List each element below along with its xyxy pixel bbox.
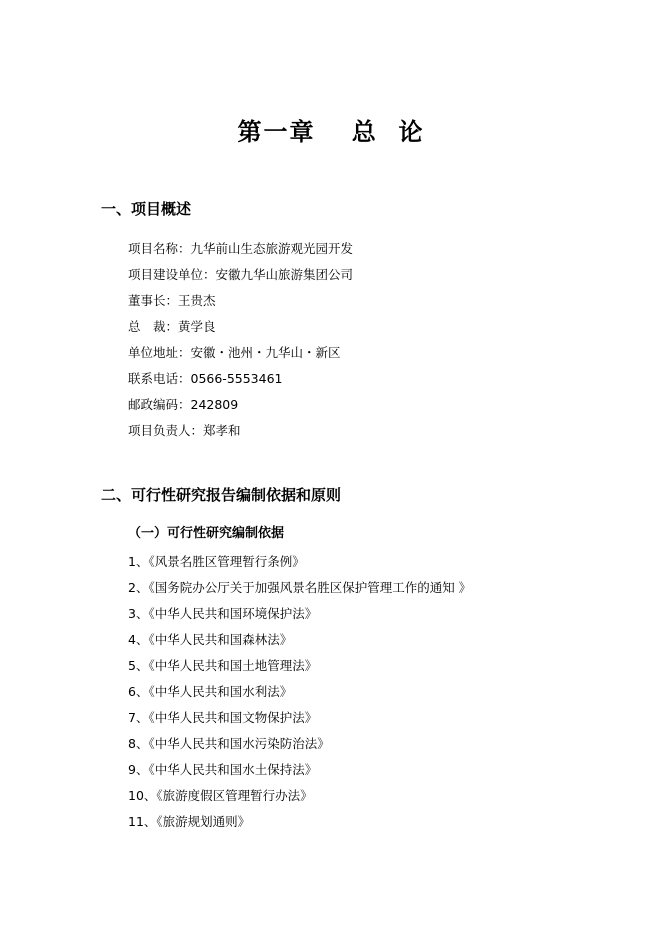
section-heading-feasibility-basis: 二、可行性研究报告编制依据和原则 [101,486,342,504]
basis-list [128,552,471,838]
info-project-name: 项目名称：九华前山生态旅游观光园开发 [128,241,354,256]
subsection-heading-basis: （一）可行性研究编制依据 [128,526,285,541]
section-heading-project-overview: 一、项目概述 [101,200,192,218]
basis-item: 3、《中华人民共和国环境保护法》 [128,606,318,621]
basis-item: 8、《中华人民共和国水污染防治法》 [128,736,330,751]
info-project-leader: 项目负责人：郑孝和 [128,423,241,438]
chapter-title: 第一章 总 论 [237,117,425,146]
info-postal-code: 邮政编码：242809 [128,397,239,412]
basis-item: 9、《中华人民共和国水土保持法》 [128,762,318,777]
info-construction-unit: 项目建设单位：安徽九华山旅游集团公司 [128,267,354,282]
info-president: 总 裁：黄学良 [128,319,216,334]
basis-item: 5、《中华人民共和国土地管理法》 [128,658,318,673]
basis-item: 11、《旅游规划通则》 [128,814,251,829]
basis-item: 1、《风景名胜区管理暂行条例》 [128,554,305,569]
basis-item: 6、《中华人民共和国水利法》 [128,684,293,699]
basis-item: 2、《国务院办公厅关于加强风景名胜区保护管理工作的通知 》 [128,580,472,595]
project-info-list [128,239,353,447]
basis-item: 10、《旅游度假区管理暂行办法》 [128,788,313,803]
info-phone: 联系电话：0566-5553461 [128,371,283,386]
info-address: 单位地址：安徽・池州・九华山・新区 [128,345,341,360]
info-chairman: 董事长：王贵杰 [128,293,216,308]
basis-item: 7、《中华人民共和国文物保护法》 [128,710,318,725]
basis-item: 4、《中华人民共和国森林法》 [128,632,293,647]
